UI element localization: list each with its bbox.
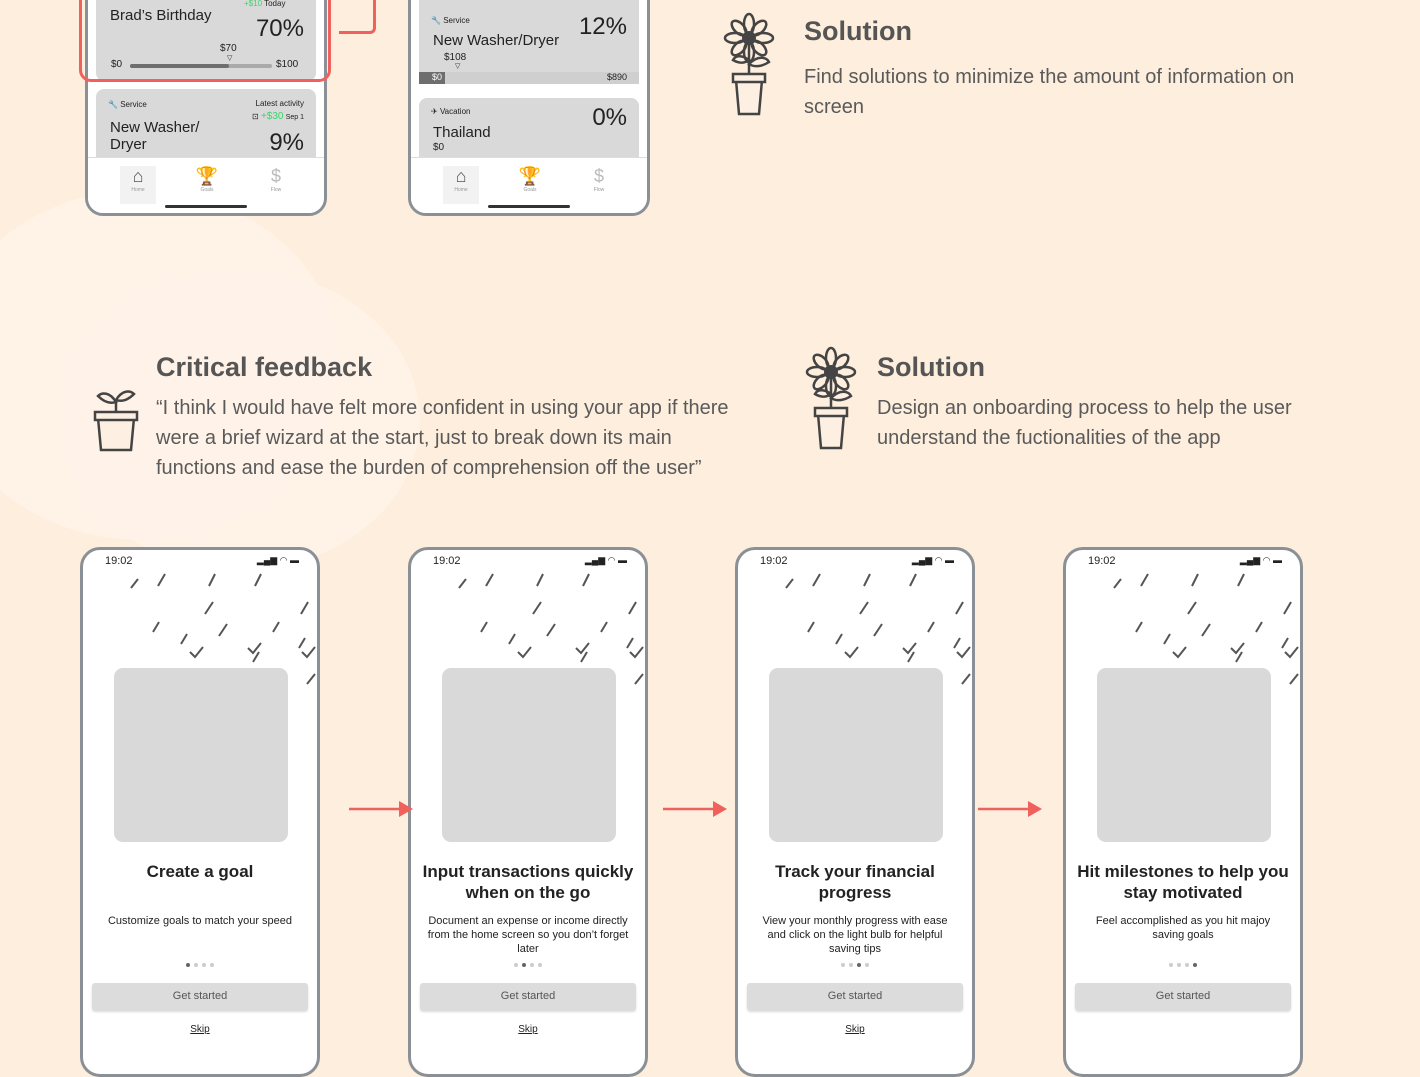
page-dot [1185,963,1189,967]
bottom-nav [411,157,647,213]
wrench-icon: 🔧 [108,100,118,109]
progress-max: $100 [276,59,299,70]
onboarding-title: Hit milestones to help you stay motivated [1077,862,1289,902]
page-indicator [411,963,645,967]
flow-dollar-icon: $ [270,166,281,186]
plane-icon: ✈ [431,107,438,116]
trophy-icon: 🏆 [518,166,542,186]
status-time: 19:02 [760,555,788,567]
solution-heading: Solution [804,16,912,46]
goal-percent: 12% [578,13,627,40]
trophy-icon: 🏆 [195,166,219,186]
page-dot [210,963,214,967]
home-indicator [165,205,247,208]
onboarding-phone [1063,547,1303,1077]
onboarding-phone [80,547,320,1077]
skip-link[interactable]: Skip [845,1024,865,1035]
goal-percent: 70% [255,15,304,42]
flower-pot-icon [802,344,860,450]
nav-home[interactable]: ⌂ Home [443,166,479,204]
nav-flow[interactable]: $ Flow [581,166,617,193]
get-started-button[interactable]: Get started [747,983,963,1010]
progress-marker-value: $0 [433,142,445,153]
goal-percent: 0% [592,104,627,131]
page-dot [202,963,206,967]
page-dot [514,963,518,967]
page-dot [1177,963,1181,967]
status-time: 19:02 [433,555,461,567]
progress-marker-value: $70 [220,43,237,54]
progress-min: $0 [432,72,443,82]
page-dot [1193,963,1197,967]
status-icons: ▂▄▆ ◠ ▬ [256,555,299,565]
goal-category: Service [443,16,470,25]
highlight-frame [79,0,331,82]
status-time: 19:02 [1088,555,1116,567]
progress-max: $890 [606,72,627,82]
onboarding-title: Create a goal [146,862,254,881]
onboarding-description: View your monthly progress with ease and click on the light bulb for helpful saving tips [762,915,948,955]
goal-category: Service [120,100,147,109]
nav-goals[interactable]: 🏆 Goals [189,166,225,193]
wrench-icon: 🔧 [431,16,441,25]
flower-pot-icon [720,10,778,116]
gain-when: Sep 1 [285,114,304,121]
page-dot [186,963,190,967]
home-icon: ⌂ [455,166,467,186]
illustration-placeholder [769,668,943,842]
skip-link[interactable]: Skip [190,1024,210,1035]
goal-percent: 9% [269,129,304,156]
onboarding-description: Document an expense or income directly from the home screen so you don’t forget later [427,915,629,955]
nav-flow[interactable]: $ Flow [258,166,294,193]
onboarding-description: Feel accomplished as you hit majoy saving goals [1095,915,1271,941]
page-indicator [83,963,317,967]
gain-when: Today [264,0,286,8]
page-dot [530,963,534,967]
page-dot [538,963,542,967]
bottom-nav [88,157,324,213]
flow-arrow [978,800,1043,818]
gain-amount: +$30 [260,111,284,122]
page-indicator [738,963,972,967]
page-dot [865,963,869,967]
flow-arrow [349,800,414,818]
page-indicator [1066,963,1300,967]
progress-track [419,72,639,84]
progress-marker-icon: ▽ [227,55,233,62]
goal-title: Thailand [433,124,491,141]
receipt-icon: ⊡ [252,112,259,121]
flow-arrow [663,800,728,818]
get-started-button[interactable]: Get started [420,983,636,1010]
page-dot [194,963,198,967]
nav-goals[interactable]: 🏆 Goals [512,166,548,193]
solution-heading: Solution [877,352,985,382]
onboarding-description: Customize goals to match your speed [107,915,293,927]
sprout-pot-icon [92,388,140,452]
solution-text: Find solutions to minimize the amount of information on screen [804,66,1295,118]
goal-title: New Washer/ Dryer [110,119,200,153]
home-indicator [488,205,570,208]
status-icons: ▂▄▆ ◠ ▬ [1239,555,1282,565]
critical-feedback-heading: Critical feedback [156,352,373,382]
progress-min: $0 [111,59,123,70]
progress-marker-icon: ▽ [455,63,461,70]
onboarding-phone [735,547,975,1077]
page-dot [857,963,861,967]
goal-category: Vacation [439,107,471,116]
illustration-placeholder [442,668,616,842]
goal-title: Brad’s Birthday [110,7,212,24]
progress-marker-value: $108 [444,52,467,63]
illustration-placeholder [114,668,288,842]
status-icons: ▂▄▆ ◠ ▬ [584,555,627,565]
feedback-quote: “I think I would have felt more confident in using your app if there were a brief wizard at the start, just to break down its main functions and ease the burden of comprehension off the user” [156,397,729,479]
onboarding-title: Track your financial progress [775,862,935,902]
status-time: 19:02 [105,555,133,567]
get-started-button[interactable]: Get started [92,983,308,1010]
page-dot [522,963,526,967]
goal-card-washer[interactable] [419,0,639,84]
get-started-button[interactable]: Get started [1075,983,1291,1010]
home-screen-phone-middle [408,0,650,216]
solution-text: Design an onboarding process to help the user understand the fuctionalities of the app [877,397,1292,449]
onboarding-phone [408,547,648,1077]
illustration-placeholder [1097,668,1271,842]
home-icon: ⌂ [132,166,144,186]
nav-home[interactable]: ⌂ Home [120,166,156,204]
onboarding-title: Input transactions quickly when on the go [422,862,634,902]
page-dot [1169,963,1173,967]
goal-title: New Washer/Dryer [433,32,560,49]
skip-link[interactable]: Skip [518,1024,538,1035]
page-dot [841,963,845,967]
status-icons: ▂▄▆ ◠ ▬ [911,555,954,565]
flow-dollar-icon: $ [593,166,604,186]
latest-activity-label: Latest activity [255,99,304,108]
highlight-connector [339,0,376,34]
gain-amount: +$10 [244,0,263,8]
page-dot [849,963,853,967]
